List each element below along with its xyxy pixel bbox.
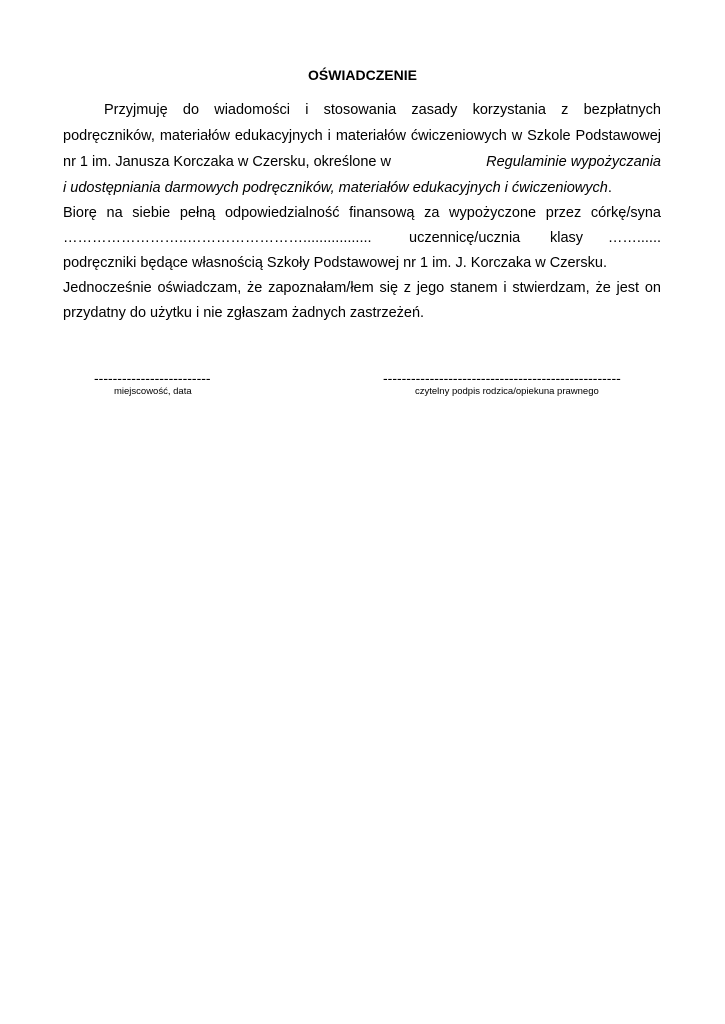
paragraph-line-9: przydatny do użytku i nie zgłaszam żadnych zastrzeżeń. xyxy=(63,305,425,321)
paragraph-line-8: Jednocześnie oświadczam, że zapoznałam/łem się z jego stanem i stwierdzam, że jest on xyxy=(63,280,661,296)
paragraph-line-1: Przyjmuję do wiadomości i stosowania zasady korzystania z bezpłatnych xyxy=(104,102,661,118)
date-caption: miejscowość, data xyxy=(114,386,192,397)
paragraph-line-2: podręczników, materiałów edukacyjnych i materiałów ćwiczeniowych w Szkole Podstawowej xyxy=(63,128,661,144)
student-label: uczennicę/ucznia xyxy=(409,230,521,246)
document-title: OŚWIADCZENIE xyxy=(308,67,417,83)
class-label: klasy xyxy=(550,230,584,246)
regulation-title-part-1: Regulaminie wypożyczania xyxy=(486,154,661,170)
parent-signature-line: --------------------------------------------------- xyxy=(383,370,621,386)
parent-signature-caption: czytelny podpis rodzica/opiekuna prawnego xyxy=(415,386,599,397)
paragraph-line-5: Biorę na siebie pełną odpowiedzialność finansową za wypożyczone przez córkę/syna xyxy=(63,205,661,221)
class-blank: ……...... xyxy=(607,230,661,246)
student-name-blank: ……………………..……………………................. xyxy=(63,230,372,246)
regulation-title-period: . xyxy=(607,180,612,196)
regulation-title-part-2: i udostępniania darmowych podręczników, materiałów edukacyjnych i ćwiczeniowych xyxy=(63,180,608,196)
paragraph-line-4 xyxy=(63,179,661,197)
paragraph-line-3 xyxy=(63,153,661,171)
date-signature-line: ------------------------- xyxy=(94,370,211,386)
paragraph-line-3-text: nr 1 im. Janusza Korczaka w Czersku, określone w xyxy=(63,154,391,170)
paragraph-line-7: podręczniki będące własnością Szkoły Podstawowej nr 1 im. J. Korczaka w Czersku. xyxy=(63,255,607,271)
